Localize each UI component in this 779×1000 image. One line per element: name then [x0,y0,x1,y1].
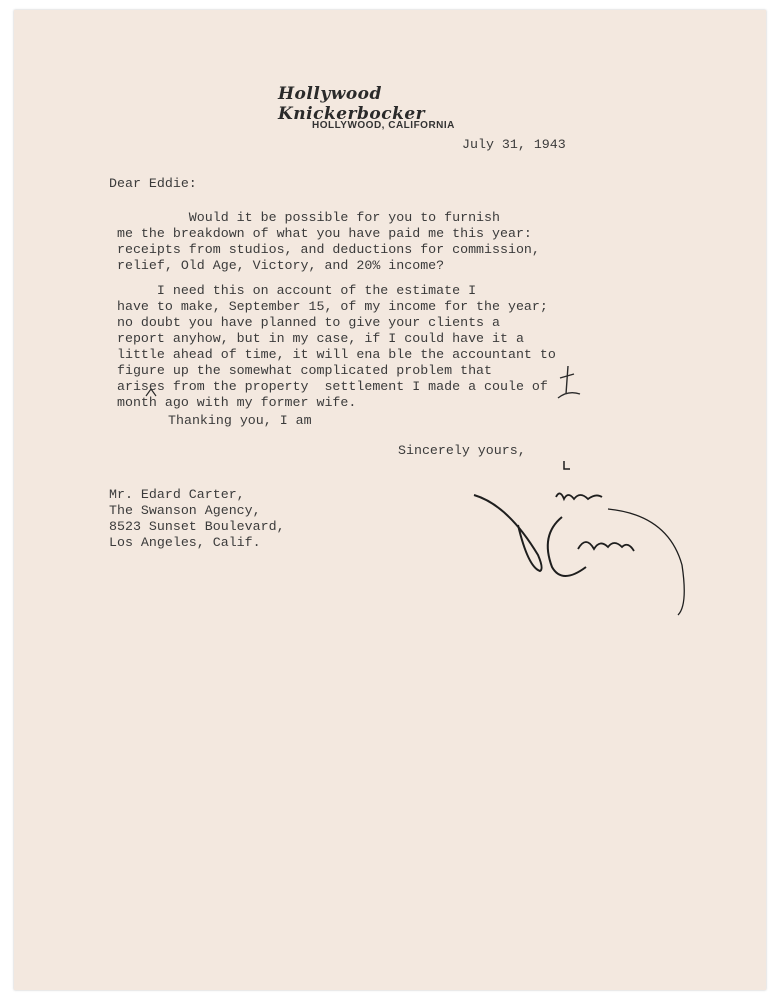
thanks-line: Thanking you, I am [168,413,312,428]
body-paragraph-1: Would it be possible for you to furnish me the breakdown of what you have paid me this year: receipts from studios, and deductions for commission, relief, Old Age, Victory, and 20% income? [116,210,540,273]
handwritten-correction-mark [546,364,586,404]
recipient-address [109,487,285,551]
letterhead-title: Hollywood Knickerbocker [278,84,426,124]
address-line-agency: The Swanson Agency, [109,503,261,518]
address-line-street: 8523 Sunset Boulevard, [109,519,285,534]
salutation: Dear Eddie: [109,176,197,191]
closing-line: Sincerely yours, [398,443,526,458]
handwritten-caret-mark [144,386,158,400]
address-line-city: Los Angeles, Calif. [109,535,261,550]
letterhead-city: HOLLYWOOD, CALIFORNIA [312,120,455,131]
letter-date: July 31, 1943 [462,137,566,152]
handwritten-signature [468,455,698,625]
body-paragraph-2: I need this on account of the estimate I have to make, September 15, of my income for the year; no doubt you have planned to give your clients a report anyhow, but in my case, if I could have it a little ahead of time, it will ena ble the accountant to figure up the somewhat complicated problem that arises from the property settlement I made a coule of month ago with my former wife. [116,283,556,410]
address-line-name: Mr. Edard Carter, [109,487,245,502]
